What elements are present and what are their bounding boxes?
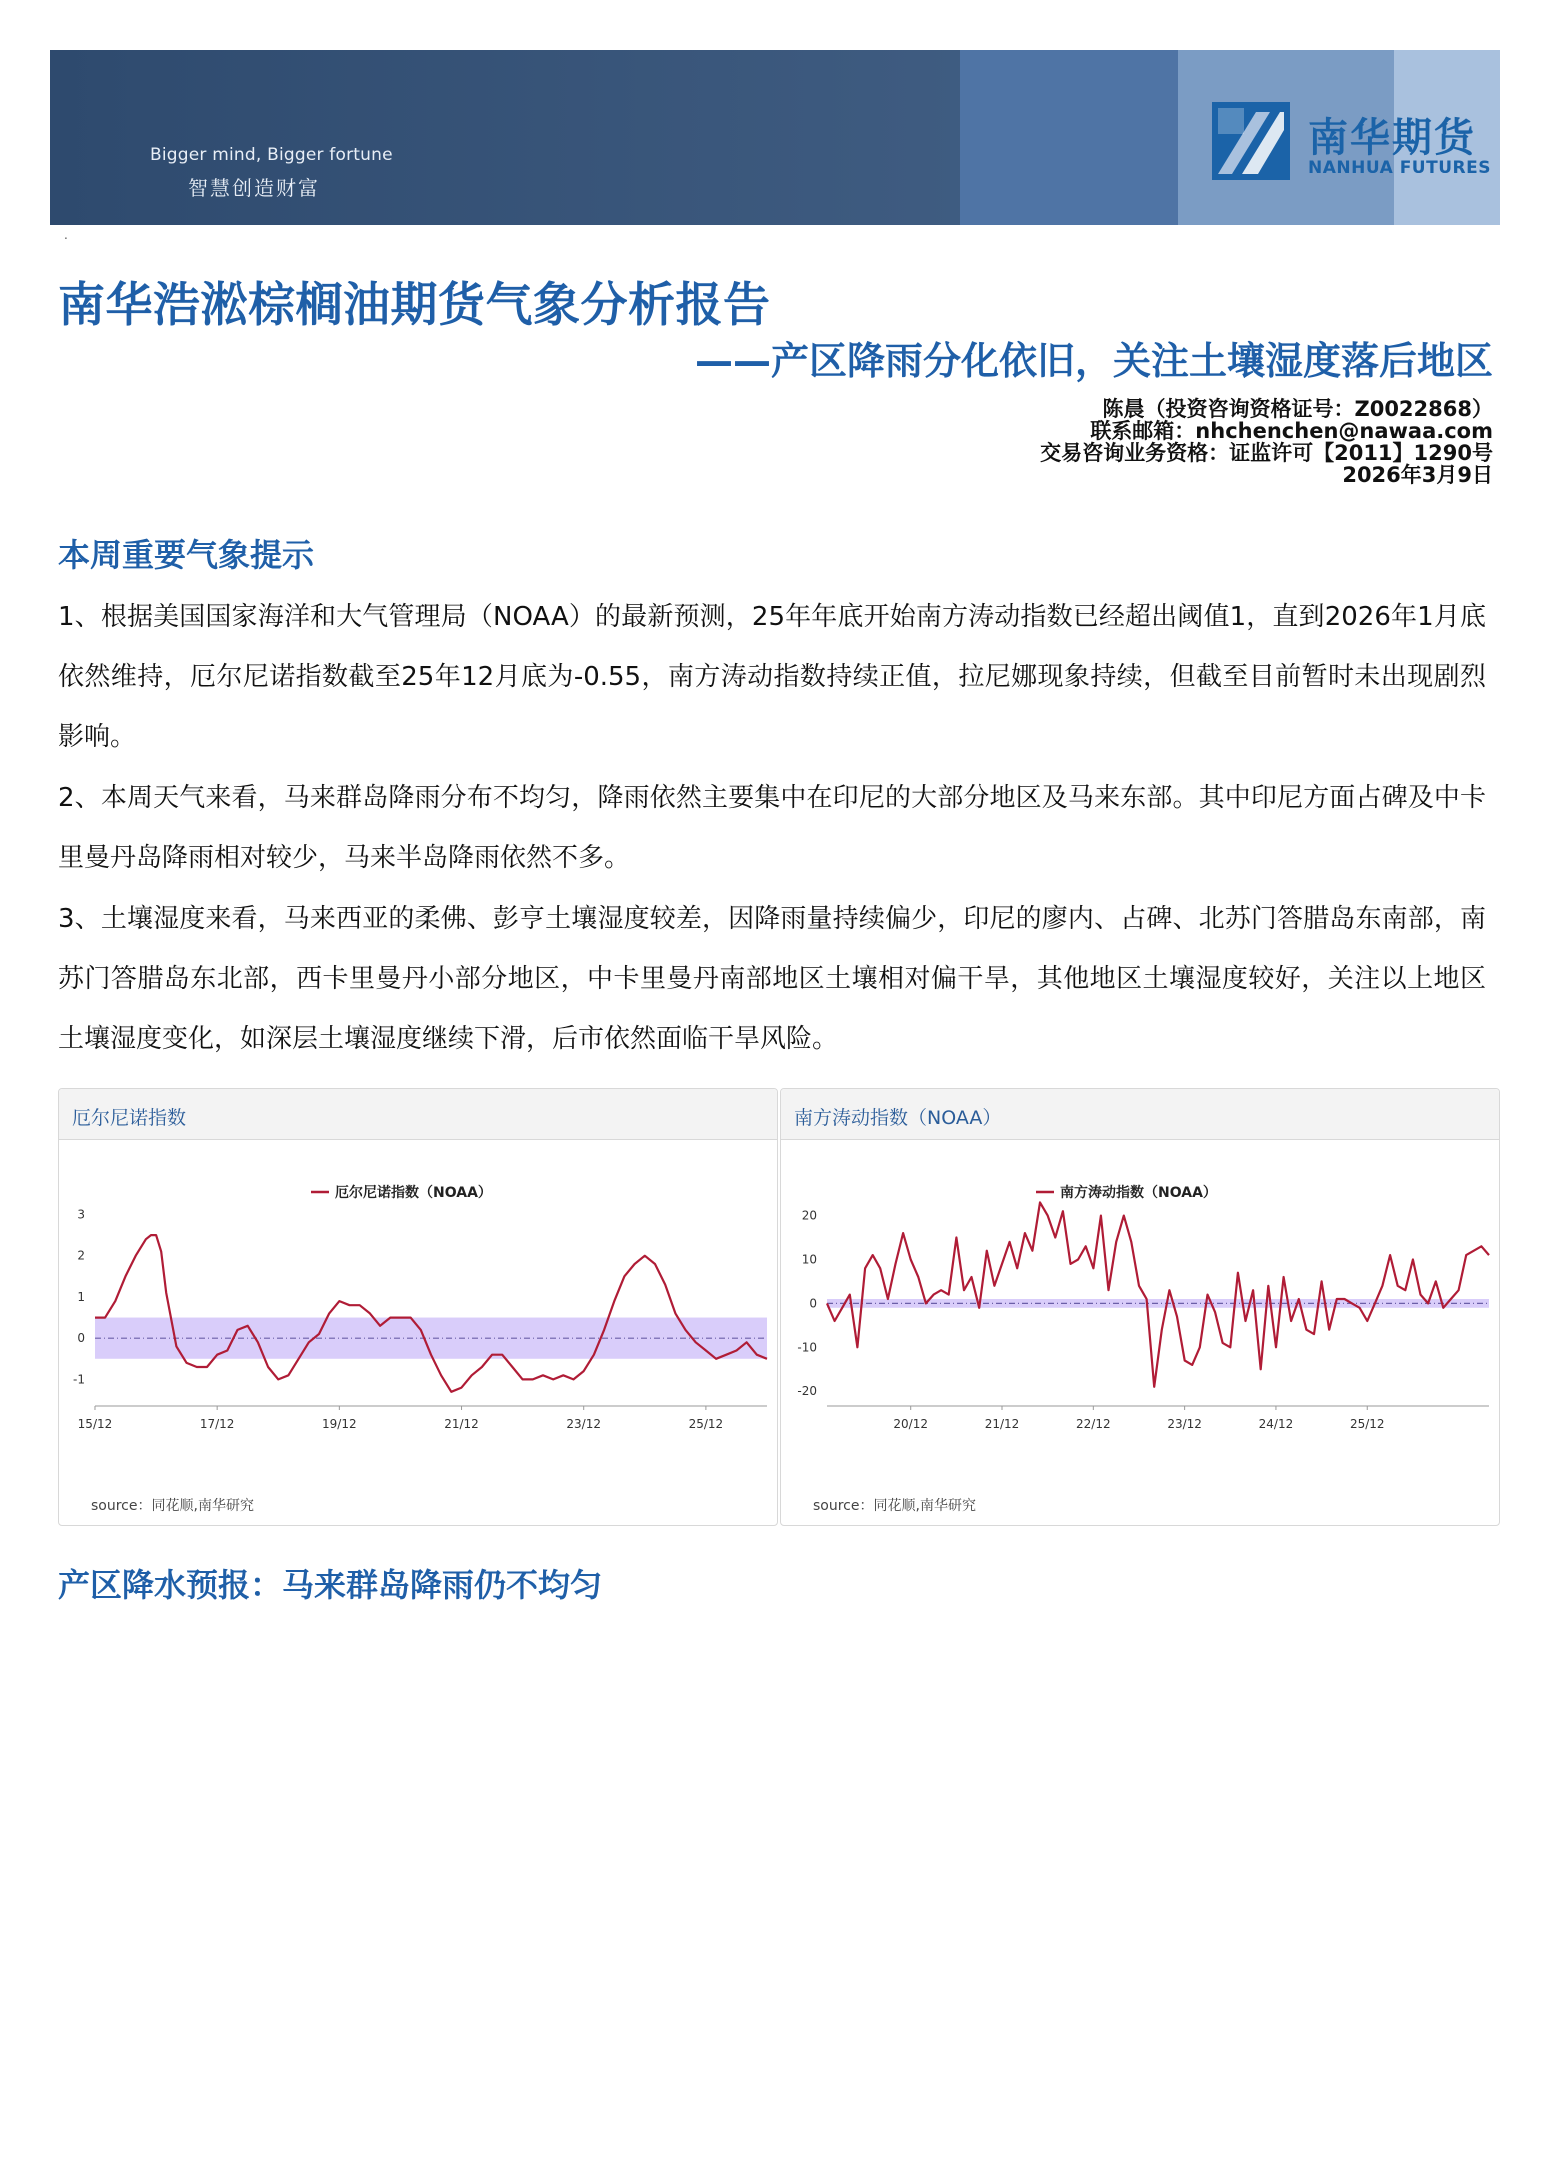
chart-panel-title: 南方涛动指数（NOAA） <box>794 1107 1002 1129</box>
chart-source: source：同花顺,南华研究 <box>813 1498 976 1514</box>
series-line <box>827 1202 1489 1386</box>
y-tick-label: -20 <box>797 1384 817 1399</box>
legend-label: 厄尔尼诺指数（NOAA） <box>335 1185 492 1201</box>
y-tick-label: 0 <box>809 1296 817 1311</box>
chart-card-soi <box>780 1088 1500 1526</box>
chart-source: source：同花顺,南华研究 <box>91 1498 254 1514</box>
y-tick-label: 3 <box>77 1207 85 1222</box>
chart-soi <box>781 1140 1499 1470</box>
header-banner <box>50 50 1500 225</box>
report-meta <box>1040 398 1493 486</box>
logo-text-cn: 南华期货 <box>1308 115 1476 161</box>
x-tick-label: 23/12 <box>1167 1417 1202 1431</box>
x-tick-label: 20/12 <box>893 1417 928 1431</box>
chart-header <box>59 1089 777 1140</box>
x-tick-label: 22/12 <box>1076 1417 1111 1431</box>
dot-mark: . <box>64 228 68 242</box>
x-tick-label: 25/12 <box>688 1417 724 1431</box>
y-tick-label: 2 <box>77 1248 85 1263</box>
chart-card-elnino <box>58 1088 778 1526</box>
section-heading: 本周重要气象提示 <box>58 536 315 574</box>
slogan-cn: 智慧创造财富 <box>188 176 320 200</box>
y-tick-label: 1 <box>77 1289 85 1304</box>
author: 陈晨（投资咨询资格证号：Z0022868） <box>1102 397 1493 421</box>
slogan-en: Bigger mind, Bigger fortune <box>150 145 393 165</box>
x-tick-label: 21/12 <box>444 1417 479 1431</box>
y-tick-label: 10 <box>801 1252 817 1267</box>
report-subtitle: ——产区降雨分化依旧，关注土壤湿度落后地区 <box>694 339 1493 383</box>
x-tick-label: 23/12 <box>566 1417 602 1431</box>
paragraph: 2、本周天气来看，马来群岛降雨分布不均匀，降雨依然主要集中在印尼的大部分地区及马来东部。其中印尼方面占碑及中卡里曼丹岛降雨相对较少，马来半岛降雨依然不多。 <box>58 783 1486 873</box>
nanhua-logo-icon <box>1212 102 1290 180</box>
x-tick-label: 15/12 <box>77 1417 113 1431</box>
y-tick-label: -1 <box>73 1372 85 1387</box>
license: 交易咨询业务资格：证监许可【2011】1290号 <box>1040 441 1493 465</box>
y-tick-label: 20 <box>801 1208 817 1223</box>
x-tick-label: 24/12 <box>1258 1417 1294 1431</box>
report-title: 南华浩淞棕榈油期货气象分析报告 <box>58 278 771 333</box>
logo-text-en: NANHUA FUTURES <box>1308 158 1491 178</box>
report-date: 2026年3月9日 <box>1342 463 1493 487</box>
y-tick-label: 0 <box>77 1331 85 1346</box>
paragraph: 3、土壤湿度来看，马来西亚的柔佛、彭亨土壤湿度较差，因降雨量持续偏少，印尼的廖内、占碑、北苏门答腊岛东南部，南苏门答腊岛东北部，西卡里曼丹小部分地区，中卡里曼丹南部地区土壤相对偏干旱，其他地区土壤湿度较好，关注以上地区土壤湿度变化，如深层土壤湿度继续下滑，后市依然面临干旱风险。 <box>58 904 1486 1054</box>
chart-elnino <box>59 1140 777 1470</box>
x-tick-label: 19/12 <box>322 1417 357 1431</box>
legend-label: 南方涛动指数（NOAA） <box>1060 1185 1217 1201</box>
email: 联系邮箱：nhchenchen@nawaa.com <box>1090 419 1493 443</box>
x-tick-label: 25/12 <box>1349 1417 1385 1431</box>
x-tick-label: 21/12 <box>984 1417 1020 1431</box>
paragraph: 1、根据美国国家海洋和大气管理局（NOAA）的最新预测，25年年底开始南方涛动指数已经超出阈值1，直到2026年1月底依然维持，厄尔尼诺指数截至25年12月底为-0.55，南方涛动指数持续正值，拉尼娜现象持续，但截至目前暂时未出现剧烈影响。 <box>58 602 1486 752</box>
section-heading: 产区降水预报：马来群岛降雨仍不均匀 <box>58 1566 603 1604</box>
x-tick-label: 17/12 <box>199 1417 235 1431</box>
chart-panel-title: 厄尔尼诺指数 <box>72 1107 187 1129</box>
series-line <box>95 1235 767 1392</box>
y-tick-label: -10 <box>797 1340 817 1355</box>
banner-stripe <box>960 50 1178 225</box>
chart-header <box>781 1089 1499 1140</box>
